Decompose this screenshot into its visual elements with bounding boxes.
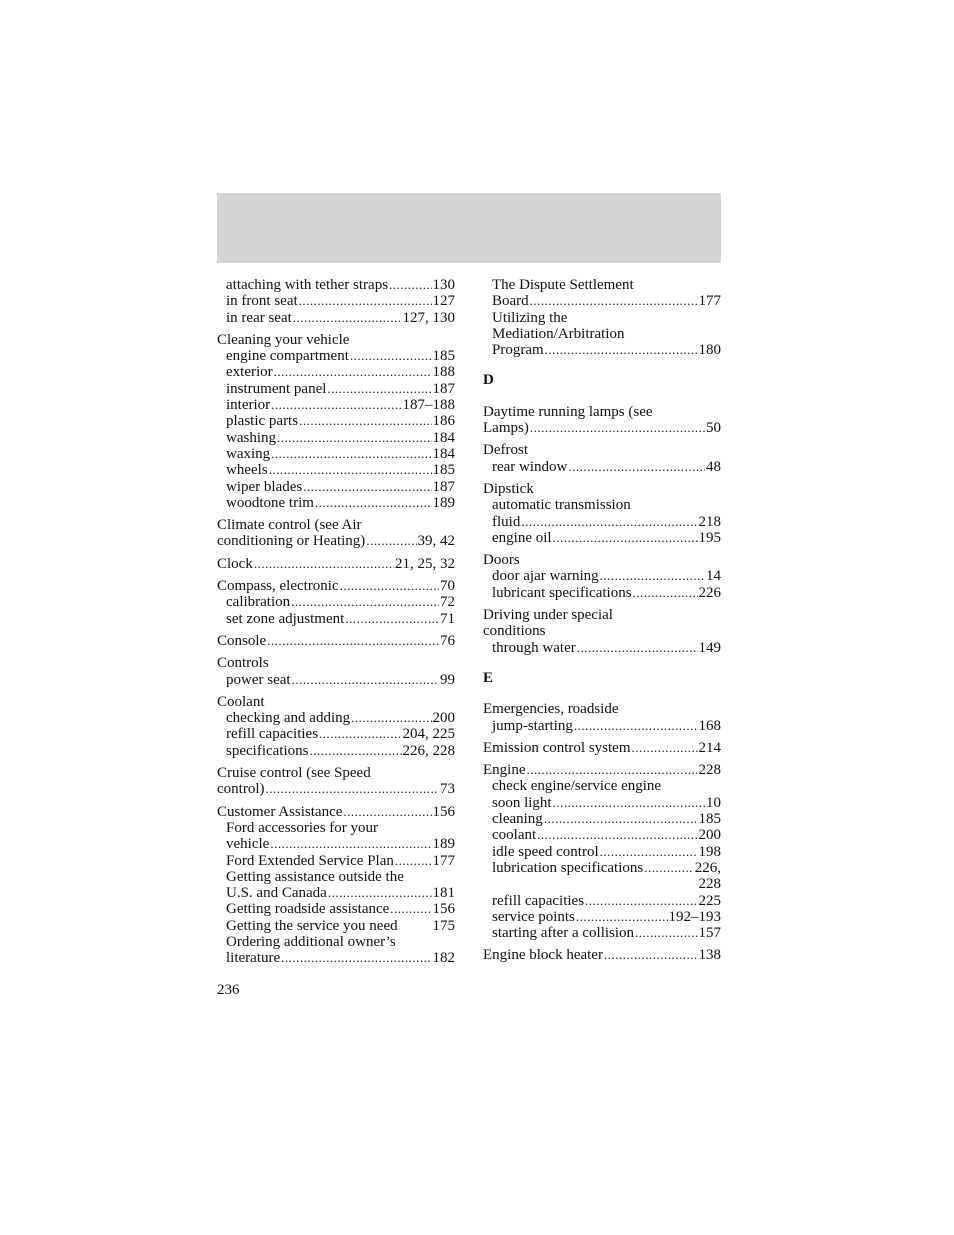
entry-label: Ford accessories for your [226, 819, 379, 836]
page-reference: 226 [698, 584, 721, 601]
entry-label: waxing [226, 445, 271, 462]
dot-leader [299, 413, 431, 429]
dot-leader [343, 804, 431, 820]
entry-label: Driving under special [483, 607, 613, 624]
index-subentry-line [483, 497, 721, 513]
index-subentry-line [217, 950, 455, 966]
page-reference: 218 [698, 513, 721, 530]
page-reference: 198 [698, 843, 721, 860]
entry-label: specifications [226, 742, 309, 759]
entry-label: Cruise control (see Speed [217, 765, 371, 782]
page-reference: 189 [432, 494, 455, 511]
index-entry [483, 481, 721, 546]
index-subentry-line [483, 293, 721, 309]
dot-leader [604, 947, 698, 963]
entry-label: U.S. and Canada [226, 885, 327, 902]
entry-label: coolant [492, 827, 537, 844]
entry-label: Ordering additional owner’s [226, 933, 396, 950]
dot-leader [271, 446, 431, 462]
entry-label: washing [226, 429, 276, 446]
entry-label: conditions [483, 623, 546, 640]
entry-label: lubrication specifications [492, 859, 644, 876]
index-heading-line [483, 607, 721, 623]
entry-label: fluid [492, 513, 521, 530]
page-reference: 187–188 [402, 397, 455, 414]
dot-leader [390, 901, 431, 917]
index-subentry-line [483, 860, 721, 876]
index-subentry-line [217, 277, 455, 293]
page-reference: 180 [698, 342, 721, 359]
index-subentry-line [217, 611, 455, 627]
dot-leader [309, 743, 401, 759]
entry-label: Getting assistance outside the [226, 868, 404, 885]
page-reference: 192–193 [668, 908, 721, 925]
index-heading-line [217, 655, 455, 671]
index-subentry-line [483, 420, 721, 436]
index-subentry-line [217, 726, 455, 742]
index-subentry-line [483, 585, 721, 601]
dot-leader [265, 781, 439, 797]
index-entry [483, 277, 721, 358]
dot-leader [389, 277, 431, 293]
index-entry [217, 633, 455, 649]
page-reference: 185 [698, 811, 721, 828]
page-reference: 188 [432, 364, 455, 381]
page-reference: 14 [706, 568, 721, 585]
index-subentry-line [483, 310, 721, 326]
dot-leader [574, 718, 698, 734]
dot-leader [254, 556, 394, 572]
entry-label: refill capacities [492, 892, 585, 909]
entry-label: control) [217, 781, 265, 798]
index-subentry-line [217, 901, 455, 917]
page-reference: 130 [432, 277, 455, 293]
dot-leader [345, 611, 439, 627]
entry-label: literature [226, 950, 281, 967]
entry-label: engine oil [492, 529, 552, 546]
index-subentry-line [217, 533, 455, 549]
page-reference: 48 [706, 458, 721, 475]
dot-leader [291, 594, 439, 610]
index-entry [483, 404, 721, 437]
entry-label: conditioning or Heating) [217, 533, 366, 550]
page-reference: 70 [440, 578, 455, 595]
index-entry [217, 578, 455, 627]
dot-leader [366, 533, 416, 549]
entry-label: Board [492, 293, 529, 310]
entry-label: vehicle [226, 836, 270, 853]
dot-leader [274, 364, 432, 380]
index-entry [483, 442, 721, 475]
page-reference: 228 [698, 762, 721, 779]
index-subentry-line [483, 514, 721, 530]
entry-label: Getting the service you need [226, 917, 398, 934]
dot-leader [293, 310, 402, 326]
index-entry [217, 332, 455, 511]
entry-label: Doors [483, 552, 520, 569]
header-band [217, 193, 721, 263]
page-reference: 185 [432, 462, 455, 479]
index-subentry-line [217, 918, 455, 934]
page-reference: 99 [440, 671, 455, 688]
index-heading-line [483, 740, 721, 756]
entry-label: Climate control (see Air [217, 517, 362, 534]
index-subentry-line [217, 381, 455, 397]
dot-leader [315, 495, 432, 511]
dot-leader [537, 827, 697, 843]
index-subentry-line [483, 277, 721, 293]
entry-label: idle speed control [492, 843, 599, 860]
index-heading-line [217, 804, 455, 820]
page-reference: 204, 225 [402, 726, 455, 743]
page-reference: 138 [698, 947, 721, 964]
page-reference: 187 [432, 380, 455, 397]
index-subentry-line [217, 934, 455, 950]
index-subentry-line [217, 495, 455, 511]
dot-leader [281, 950, 431, 966]
entry-label: Program [492, 342, 544, 359]
entry-label: engine compartment [226, 348, 349, 365]
dot-leader [545, 342, 698, 358]
dot-leader [277, 430, 432, 446]
index-entry [217, 277, 455, 326]
dot-leader [327, 381, 431, 397]
entry-label: check engine/service engine [492, 778, 662, 795]
dot-leader [576, 909, 668, 925]
entry-label: Lamps) [483, 420, 529, 437]
page-reference: 189 [432, 836, 455, 853]
index-subentry-line [483, 876, 721, 892]
index-subentry-line [217, 853, 455, 869]
index-subentry-line [217, 364, 455, 380]
page-number: 236 [217, 982, 240, 998]
entry-label: Defrost [483, 442, 528, 459]
entry-label: power seat [226, 671, 291, 688]
page-reference: 156 [432, 901, 455, 918]
index-heading-line [483, 481, 721, 497]
index-entry [217, 804, 455, 967]
dot-leader [269, 462, 432, 478]
index-subentry-line [483, 326, 721, 342]
dot-leader [635, 925, 697, 941]
dot-leader [328, 885, 432, 901]
index-subentry-line [483, 623, 721, 639]
entry-label: Utilizing the [492, 309, 568, 326]
entry-label: through water [492, 639, 576, 656]
page-reference: 187 [432, 478, 455, 495]
dot-leader [271, 397, 401, 413]
index-entry [483, 947, 721, 963]
entry-label: jump-starting [492, 717, 573, 734]
dot-leader [633, 585, 698, 601]
page-reference: 228 [698, 876, 721, 893]
entry-label: cleaning [492, 811, 543, 828]
page-reference: 177 [698, 293, 721, 310]
index-subentry-line [483, 459, 721, 475]
index-subentry-line [217, 446, 455, 462]
entry-label: Compass, electronic [217, 578, 339, 595]
index-heading-line [217, 694, 455, 710]
entry-label: automatic transmission [492, 497, 631, 514]
page-reference: 226, 228 [402, 742, 455, 759]
entry-label: calibration [226, 594, 291, 611]
index-heading-line [217, 556, 455, 572]
entry-label: service points [492, 908, 575, 925]
index-entry [483, 740, 721, 756]
dot-leader [644, 860, 694, 876]
dot-leader [585, 893, 697, 909]
index-subentry-line [217, 310, 455, 326]
entry-label: Ford Extended Service Plan [226, 852, 394, 869]
page-reference: 177 [432, 852, 455, 869]
index-subentry-line [217, 869, 455, 885]
index-heading-line [217, 765, 455, 781]
dot-leader [553, 795, 705, 811]
dot-leader [299, 293, 432, 309]
entry-label: Emission control system [483, 739, 631, 756]
page-reference: 181 [432, 885, 455, 902]
entry-label: Controls [217, 655, 269, 672]
index-subentry-line [217, 462, 455, 478]
index-subentry-line [483, 778, 721, 794]
dot-leader [568, 459, 705, 475]
entry-label: Console [217, 632, 267, 649]
index-heading-line [217, 517, 455, 533]
dot-leader [530, 420, 705, 436]
entry-label: Engine [483, 762, 526, 779]
dot-leader [632, 740, 698, 756]
index-heading-line [217, 633, 455, 649]
index-column-left [217, 277, 455, 967]
page-reference: 226, [694, 859, 721, 876]
entry-label: interior [226, 397, 271, 414]
entry-label: Clock [217, 555, 253, 572]
page-reference: 195 [698, 529, 721, 546]
index-heading-line [483, 404, 721, 420]
dot-leader [577, 640, 698, 656]
index-subentry-line [483, 530, 721, 546]
index-entry [217, 694, 455, 759]
index-entry [217, 517, 455, 550]
index-subentry-line [217, 397, 455, 413]
index-entry [217, 765, 455, 798]
entry-label: Getting roadside assistance [226, 901, 390, 918]
entry-label: exterior [226, 364, 273, 381]
dot-leader [303, 479, 431, 495]
index-section-letter: E [483, 669, 494, 686]
entry-label: checking and adding [226, 710, 351, 727]
index-subentry-line [217, 430, 455, 446]
entry-label: Customer Assistance [217, 803, 343, 820]
index-entry [483, 701, 721, 734]
index-subentry-line [217, 820, 455, 836]
page-reference: 225 [698, 892, 721, 909]
entry-label: lubricant specifications [492, 584, 632, 601]
page-reference: 157 [698, 925, 721, 942]
index-entry [483, 607, 721, 656]
index-entry [483, 762, 721, 941]
index-subentry-line [483, 844, 721, 860]
entry-label: Daytime running lamps (see [483, 403, 653, 420]
dot-leader [270, 836, 431, 852]
index-heading-line [483, 762, 721, 778]
dot-leader [521, 514, 697, 530]
index-heading-line [483, 947, 721, 963]
entry-label: woodtone trim [226, 494, 314, 511]
entry-label: wiper blades [226, 478, 303, 495]
page-reference: 185 [432, 348, 455, 365]
page-reference: 10 [706, 794, 721, 811]
page-reference: 200 [698, 827, 721, 844]
index-subentry-line [483, 893, 721, 909]
page-reference: 175 [432, 917, 455, 934]
index-subentry-line [217, 594, 455, 610]
dot-leader [527, 762, 698, 778]
page-reference: 184 [432, 445, 455, 462]
entry-label: in rear seat [226, 309, 292, 326]
page-reference: 39, 42 [417, 533, 455, 550]
dot-leader [530, 293, 698, 309]
entry-label: refill capacities [226, 726, 319, 743]
index-subentry-line [483, 795, 721, 811]
dot-leader [600, 568, 705, 584]
dot-leader [319, 726, 401, 742]
index-heading-line [483, 552, 721, 568]
entry-label: instrument panel [226, 380, 327, 397]
page-reference: 73 [440, 781, 455, 798]
index-section-letter: D [483, 372, 494, 389]
dot-leader [395, 853, 432, 869]
index-subentry-line [483, 718, 721, 734]
index-subentry-line [217, 743, 455, 759]
entry-label: wheels [226, 462, 268, 479]
entry-label: door ajar warning [492, 568, 599, 585]
index-subentry-line [217, 413, 455, 429]
entry-label: Cleaning your vehicle [217, 331, 350, 348]
index-subentry-line [217, 836, 455, 852]
index-subentry-line [217, 885, 455, 901]
page-reference: 214 [698, 739, 721, 756]
entry-label: The Dispute Settlement [492, 277, 634, 293]
page-reference: 76 [440, 632, 455, 649]
index-subentry-line [483, 827, 721, 843]
index-heading-line [483, 701, 721, 717]
page-reference: 168 [698, 717, 721, 734]
index-subentry-line [483, 925, 721, 941]
page-reference: 186 [432, 413, 455, 430]
index-heading-line [483, 442, 721, 458]
entry-label: rear window [492, 458, 568, 475]
page-reference: 156 [432, 803, 455, 820]
page-reference: 127 [432, 293, 455, 310]
entry-label: Coolant [217, 693, 265, 710]
index-subentry-line [483, 909, 721, 925]
entry-label: set zone adjustment [226, 610, 345, 627]
entry-label: Dipstick [483, 480, 534, 497]
entry-label: Emergencies, roadside [483, 701, 619, 718]
dot-leader [351, 710, 431, 726]
index-heading-line [217, 332, 455, 348]
page-reference: 182 [432, 950, 455, 967]
page-reference: 72 [440, 594, 455, 611]
index-subentry-line [217, 293, 455, 309]
entry-label: attaching with tether straps [226, 277, 389, 293]
index-subentry-line [217, 710, 455, 726]
index-subentry-line [483, 640, 721, 656]
index-column-right [483, 277, 721, 964]
dot-leader [267, 633, 439, 649]
page-reference: 149 [698, 639, 721, 656]
index-subentry-line [483, 811, 721, 827]
index-entry [217, 655, 455, 688]
page-reference: 200 [432, 710, 455, 727]
dot-leader [292, 672, 439, 688]
entry-label: Mediation/Arbitration [492, 325, 625, 342]
entry-label: plastic parts [226, 413, 299, 430]
page-reference: 184 [432, 429, 455, 446]
index-subentry-line [217, 479, 455, 495]
dot-leader [600, 844, 698, 860]
index-subentry-line [217, 348, 455, 364]
index-subentry-line [483, 568, 721, 584]
entry-label: soon light [492, 794, 552, 811]
page-reference: 50 [706, 420, 721, 437]
entry-label: starting after a collision [492, 925, 635, 942]
entry-label: Engine block heater [483, 947, 603, 964]
page-reference: 71 [440, 610, 455, 627]
dot-leader [544, 811, 698, 827]
index-subentry-line [483, 342, 721, 358]
page-reference: 21, 25, 32 [395, 555, 455, 572]
index-entry [483, 552, 721, 601]
entry-label: in front seat [226, 293, 298, 310]
dot-leader [340, 578, 439, 594]
dot-leader [350, 348, 432, 364]
dot-leader [553, 530, 698, 546]
index-entry [217, 556, 455, 572]
index-heading-line [217, 578, 455, 594]
index-subentry-line [217, 781, 455, 797]
page-reference: 127, 130 [402, 309, 455, 326]
index-subentry-line [217, 672, 455, 688]
